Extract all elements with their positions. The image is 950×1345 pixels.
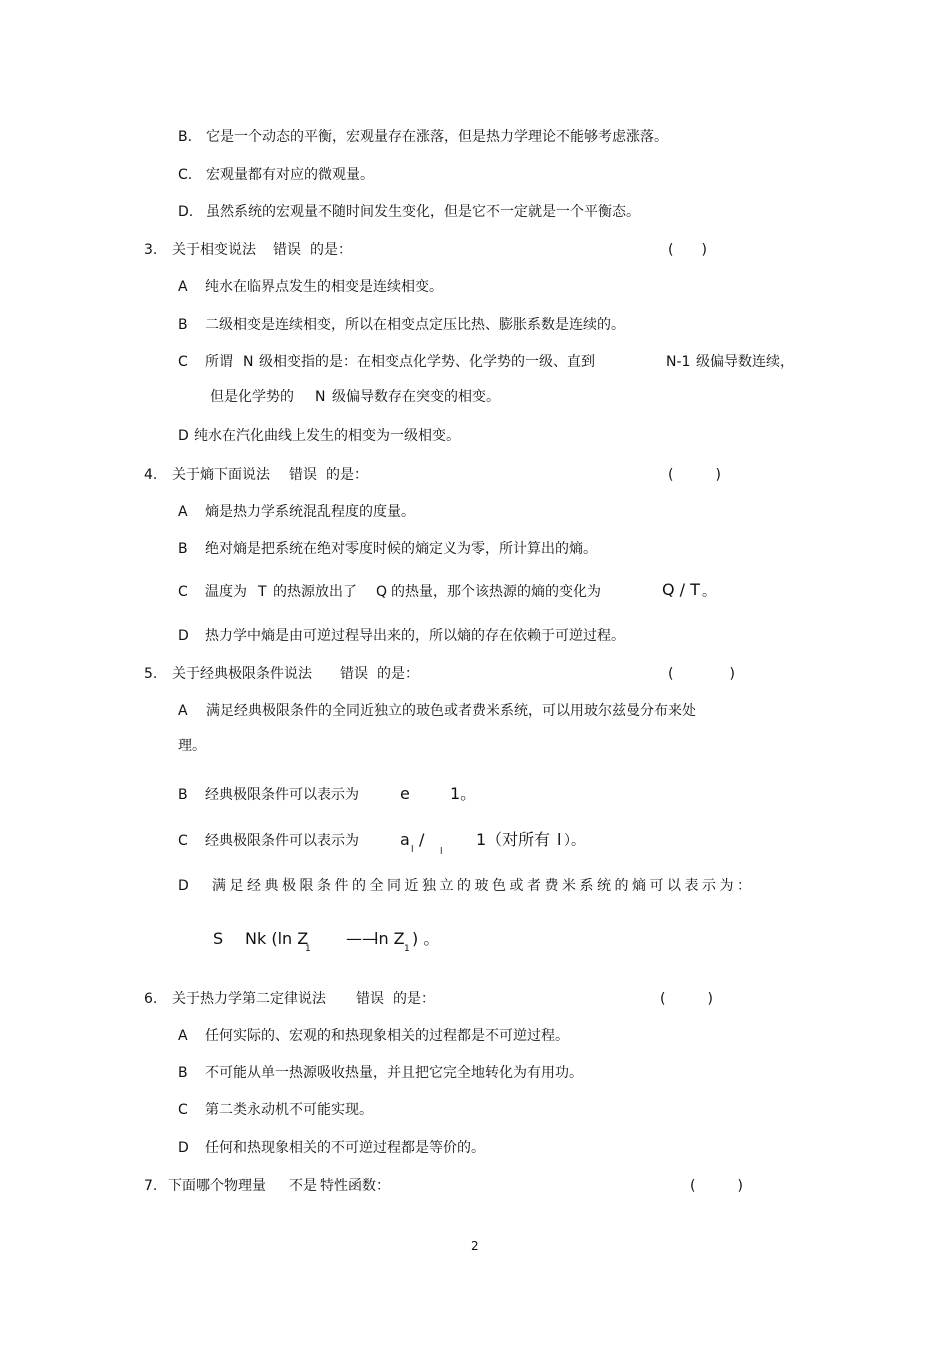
q4-stem-pre: 关于熵下面说法 bbox=[172, 467, 270, 483]
q5-option-c-one: 1（对所有 bbox=[476, 830, 551, 849]
q5-number: 5. bbox=[144, 666, 158, 682]
q5-option-b-letter: B bbox=[178, 787, 188, 803]
q5-option-c-letter: C bbox=[178, 833, 188, 849]
q4-option-a-text: 熵是热力学系统混乱程度的度量。 bbox=[205, 504, 415, 520]
q4-option-b-letter: B bbox=[178, 541, 188, 557]
q6-option-a-letter: A bbox=[178, 1028, 188, 1044]
q6-stem-post: 的是： bbox=[393, 991, 435, 1007]
formula-sub-2: 1 bbox=[404, 944, 410, 954]
q6-option-b-letter: B bbox=[178, 1065, 188, 1081]
formula-nk-ln-z: Nk (ln Z bbox=[245, 929, 309, 948]
q7-stem-keyword: 不是 bbox=[289, 1178, 317, 1194]
q5-option-a-text: 满足经典极限条件的全同近独立的玻色或者费米系统，可以用玻尔兹曼分布来处 bbox=[206, 703, 696, 719]
q3-option-d-letter: D bbox=[178, 428, 189, 444]
q5-stem-keyword: 错误 bbox=[340, 666, 368, 682]
q3-answer-blank: ( ) bbox=[668, 242, 707, 258]
q3-option-b-letter: B bbox=[178, 317, 188, 333]
formula-end: ) 。 bbox=[412, 929, 440, 948]
q6-option-d-letter: D bbox=[178, 1140, 189, 1156]
page-number: 2 bbox=[471, 1239, 479, 1253]
q3-option-d-text: 纯水在汽化曲线上发生的相变为一级相变。 bbox=[194, 428, 460, 444]
q5-option-d-letter: D bbox=[178, 878, 189, 894]
q3-option-b-text: 二级相变是连续相变，所以在相变点定压比热、膨胀系数是连续的。 bbox=[205, 317, 625, 333]
formula-s: S bbox=[213, 929, 224, 948]
q3-option-c-text-1: 所谓 bbox=[205, 354, 233, 370]
q5-stem-post: 的是： bbox=[377, 666, 419, 682]
q2-option-b-text: 它是一个动态的平衡，宏观量存在涨落，但是热力学理论不能够考虑涨落。 bbox=[206, 129, 668, 145]
q7-number: 7. bbox=[144, 1178, 158, 1194]
formula-dash: —— bbox=[346, 929, 378, 948]
formula-ln-z: ln Z bbox=[374, 929, 405, 948]
q5-option-b-e: e bbox=[400, 784, 410, 803]
q4-number: 4. bbox=[144, 467, 158, 483]
q4-option-c-end: 。 bbox=[702, 584, 716, 600]
q4-option-c-text-1: 温度为 bbox=[205, 584, 247, 600]
q5-option-c-slash: / bbox=[419, 830, 425, 849]
q2-option-c-text: 宏观量都有对应的微观量。 bbox=[206, 167, 374, 183]
q2-option-c-letter: C. bbox=[178, 167, 193, 183]
q3-stem-post: 的是： bbox=[310, 242, 352, 258]
q5-stem-pre: 关于经典极限条件说法 bbox=[172, 666, 312, 682]
q4-answer-blank: ( ) bbox=[668, 467, 721, 483]
q5-option-b-one: 1。 bbox=[450, 784, 477, 803]
q5-option-a-cont: 理。 bbox=[178, 738, 206, 754]
q3-option-c-letter: C bbox=[178, 354, 188, 370]
q4-stem-post: 的是： bbox=[326, 467, 368, 483]
q2-option-b-letter: B. bbox=[178, 129, 193, 145]
q2-option-d-letter: D. bbox=[178, 204, 194, 220]
q6-option-d-text: 任何和热现象相关的不可逆过程都是等价的。 bbox=[205, 1140, 485, 1156]
formula-sub-1: 1 bbox=[305, 944, 311, 954]
q3-option-c-cont-pre: 但是化学势的 bbox=[210, 389, 294, 405]
q5-option-c-alpha-sub: l bbox=[440, 847, 443, 857]
q3-option-c-text-2: 级相变指的是：在相变点化学势、化学势的一级、直到 bbox=[259, 354, 595, 370]
q5-option-c-text: 经典极限条件可以表示为 bbox=[205, 833, 359, 849]
q5-option-b-text: 经典极限条件可以表示为 bbox=[205, 787, 359, 803]
q2-option-d-text: 虽然系统的宏观量不随时间发生变化，但是它不一定就是一个平衡态。 bbox=[206, 204, 640, 220]
q3-option-c-n-minus-1: N-1 bbox=[666, 354, 691, 370]
q3-option-a-letter: A bbox=[178, 279, 188, 295]
q3-stem-pre: 关于相变说法 bbox=[172, 242, 256, 258]
q5-option-c-a-sub: l bbox=[411, 845, 414, 855]
q6-option-c-letter: C bbox=[178, 1102, 188, 1118]
q4-option-c-q-over-t: Q / T bbox=[662, 580, 700, 599]
q3-option-c-n: N bbox=[243, 354, 254, 370]
q6-option-a-text: 任何实际的、宏观的和热现象相关的过程都是不可逆过程。 bbox=[205, 1028, 569, 1044]
q4-stem-keyword: 错误 bbox=[289, 467, 317, 483]
q4-option-c-text-2: 的热源放出了 bbox=[273, 584, 357, 600]
q4-option-b-text: 绝对熵是把系统在绝对零度时候的熵定义为零，所计算出的熵。 bbox=[205, 541, 597, 557]
q7-stem-pre: 下面哪个物理量 bbox=[168, 1178, 266, 1194]
q6-option-c-text: 第二类永动机不可能实现。 bbox=[205, 1102, 373, 1118]
q6-number: 6. bbox=[144, 991, 158, 1007]
q4-option-c-q: Q bbox=[376, 584, 388, 600]
q5-option-d-text: 满足经典极限条件的全同近独立的玻色或者费米系统的熵可以表示为： bbox=[212, 878, 755, 894]
q3-option-c-text-3: 级偏导数连续， bbox=[696, 354, 794, 370]
q6-option-b-text: 不可能从单一热源吸收热量，并且把它完全地转化为有用功。 bbox=[205, 1065, 583, 1081]
q4-option-d-letter: D bbox=[178, 628, 189, 644]
q7-stem-post: 特性函数： bbox=[320, 1178, 390, 1194]
q7-answer-blank: ( ) bbox=[690, 1178, 743, 1194]
q6-stem-pre: 关于热力学第二定律说法 bbox=[172, 991, 326, 1007]
q4-option-c-letter: C bbox=[178, 584, 188, 600]
q4-option-c-text-3: 的热量，那个该热源的熵的变化为 bbox=[391, 584, 601, 600]
q3-option-c-cont-n: N bbox=[315, 389, 326, 405]
q5-answer-blank: ( ) bbox=[668, 666, 735, 682]
q5-option-a-letter: A bbox=[178, 703, 188, 719]
q6-stem-keyword: 错误 bbox=[356, 991, 384, 1007]
q4-option-c-t: T bbox=[258, 584, 267, 600]
q5-option-c-a: a bbox=[400, 830, 410, 849]
q3-number: 3. bbox=[144, 242, 158, 258]
q4-option-a-letter: A bbox=[178, 504, 188, 520]
q5-option-c-end: ）。 bbox=[564, 833, 585, 849]
q3-option-c-cont-post: 级偏导数存在突变的相变。 bbox=[332, 389, 500, 405]
q6-answer-blank: ( ) bbox=[660, 991, 713, 1007]
q3-stem-keyword: 错误 bbox=[273, 242, 301, 258]
q5-option-c-l: l bbox=[557, 830, 562, 849]
q4-option-d-text: 热力学中熵是由可逆过程导出来的，所以熵的存在依赖于可逆过程。 bbox=[205, 628, 625, 644]
q3-option-a-text: 纯水在临界点发生的相变是连续相变。 bbox=[205, 279, 443, 295]
